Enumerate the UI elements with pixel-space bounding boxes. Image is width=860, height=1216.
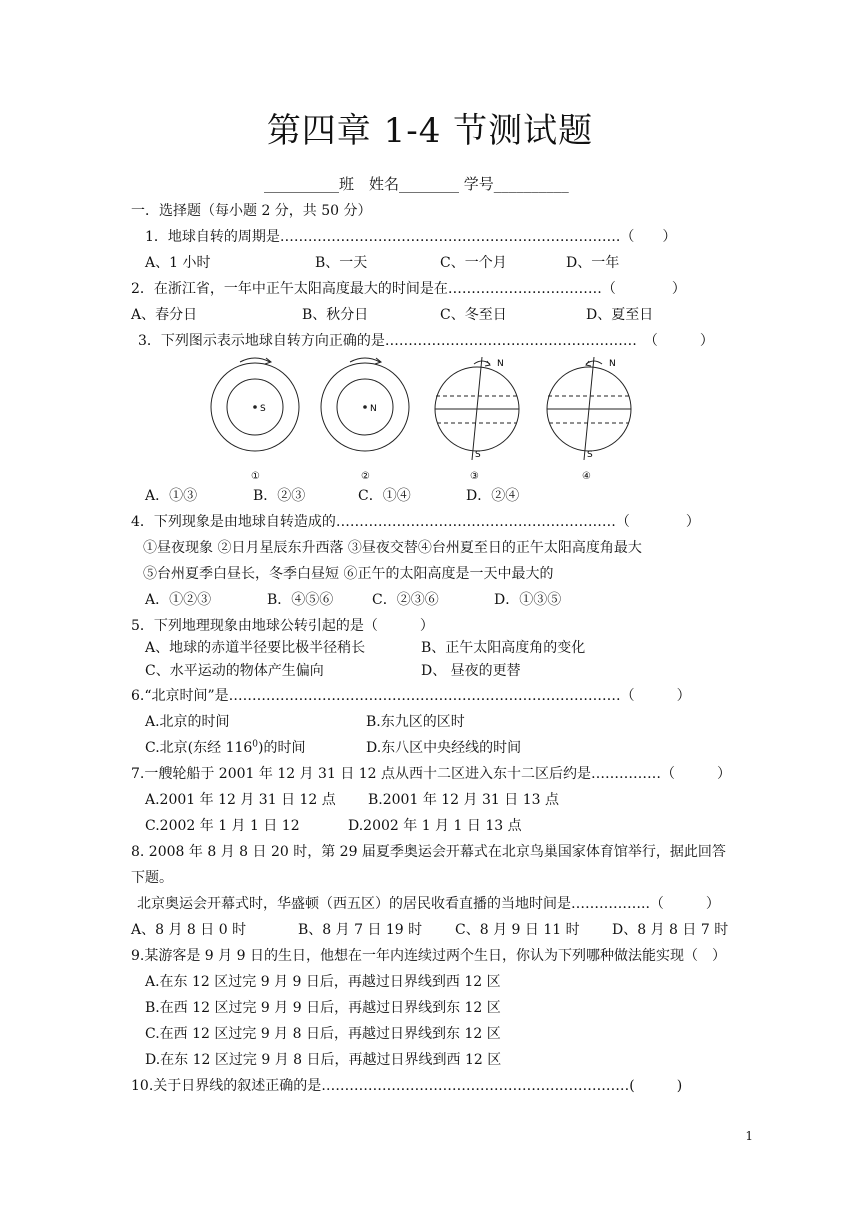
question-6: 6.“北京时间”是…………………………………………………………………………（ ） xyxy=(131,688,691,704)
q6-option-c-text: C.北京(东经 116 xyxy=(145,740,253,756)
q5-option-c: C、水平运动的物体产生偏向 xyxy=(145,663,324,679)
question-5: 5．下列地理现象由地球公转引起的是（ ） xyxy=(131,618,434,634)
q9-option-b: B.在西 12 区过完 9 月 9 日后，再越过日界线到东 12 区 xyxy=(145,1000,501,1016)
earth-rotation-figure xyxy=(200,352,640,487)
q8-option-d: D、8 月 8 日 7 时 xyxy=(612,922,729,938)
q6-option-c-suffix: )的时间 xyxy=(258,740,306,756)
page-title: 第四章 1-4 节测试题 xyxy=(266,111,594,151)
q6-option-b: B.东九区的区时 xyxy=(366,714,465,730)
question-2: 2．在浙江省，一年中正午太阳高度最大的时间是在……………………………（ ） xyxy=(131,281,686,297)
q3-option-b: B．②③ xyxy=(253,488,306,504)
q2-option-a: A、春分日 xyxy=(131,307,198,323)
section-heading: 一．选择题（每小题 2 分，共 50 分） xyxy=(131,203,372,219)
q8-option-a: A、8 月 8 日 0 时 xyxy=(131,922,247,938)
question-8: 8. 2008 年 8 月 8 日 20 时，第 29 届夏季奥运会开幕式在北京鸟巢国家体育馆举行，据此回答 xyxy=(131,844,726,860)
q1-option-a: A、1 小时 xyxy=(145,255,211,271)
figure-1 xyxy=(211,358,299,451)
fig4-north-label: N xyxy=(609,359,616,369)
q6-option-c xyxy=(145,739,306,757)
q7-option-b: B.2001 年 12 月 31 日 13 点 xyxy=(368,792,559,808)
fig3-south-label: S xyxy=(475,450,481,460)
figure-4 xyxy=(547,357,631,460)
q9-option-a: A.在东 12 区过完 9 月 9 日后，再越过日界线到西 12 区 xyxy=(145,974,501,990)
q2-option-d: D、夏至日 xyxy=(586,307,654,323)
q3-option-d: D．②④ xyxy=(466,488,520,504)
q7-option-a: A.2001 年 12 月 31 日 12 点 xyxy=(145,792,336,808)
q7-option-d: D.2002 年 1 月 1 日 13 点 xyxy=(348,818,522,834)
q8-option-c: C、8 月 9 日 11 时 xyxy=(455,922,580,938)
q3-option-c: C．①④ xyxy=(358,488,411,504)
fig1-label: ① xyxy=(251,471,260,482)
question-8-cont: 下题。 xyxy=(131,870,173,886)
q5-option-b: B、正午太阳高度角的变化 xyxy=(421,640,586,656)
q4-statements-2: ⑤台州夏季白昼长，冬季白昼短 ⑥正午的太阳高度是一天中最大的 xyxy=(143,566,554,582)
q6-option-d: D.东八区中央经线的时间 xyxy=(366,740,522,756)
fig3-label: ③ xyxy=(470,471,479,482)
fig4-south-label: S xyxy=(587,450,593,460)
q5-option-a: A、地球的赤道半径要比极半径稍长 xyxy=(145,640,366,656)
figure-2 xyxy=(321,358,409,451)
q5-option-d: D、 昼夜的更替 xyxy=(421,663,521,679)
question-9: 9.某游客是 9 月 9 日的生日，他想在一年内连续过两个生日，你认为下列哪种做法能实现（ ） xyxy=(131,948,726,964)
page-number: 1 xyxy=(745,1129,753,1143)
q7-option-c: C.2002 年 1 月 1 日 12 xyxy=(145,818,300,834)
q4-option-b: B．④⑤⑥ xyxy=(267,592,334,608)
figure-3 xyxy=(435,357,519,460)
q1-option-d: D、一年 xyxy=(566,255,620,271)
q4-statements-1: ①昼夜现象 ②日月星辰东升西落 ③昼夜交替④台州夏至日的正午太阳高度角最大 xyxy=(143,540,642,556)
degree-mark: 0 xyxy=(252,739,259,750)
question-10: 10.关于日界线的叙述正确的是…………………………………………………………( ) xyxy=(131,1078,683,1094)
question-3: 3．下列图示表示地球自转方向正确的是……………………………………………… （ ） xyxy=(138,333,714,349)
fig3-north-label: N xyxy=(497,359,504,369)
question-4: 4．下列现象是由地球自转造成的……………………………………………………（ ） xyxy=(131,514,700,530)
fig1-pole-label: S xyxy=(260,404,266,414)
fig2-label: ② xyxy=(361,471,370,482)
question-7: 7.一艘轮船于 2001 年 12 月 31 日 12 点从西十二区进入东十二区后约是……………（ ） xyxy=(131,766,732,782)
q1-option-b: B、一天 xyxy=(315,255,368,271)
q1-option-c: C、一个月 xyxy=(440,255,507,271)
q3-option-a: A．①③ xyxy=(145,488,198,504)
q2-option-b: B、秋分日 xyxy=(302,307,369,323)
fig4-label: ④ xyxy=(582,471,591,482)
fig2-pole-label: N xyxy=(370,404,377,414)
q9-option-d: D.在东 12 区过完 9 月 8 日后，再越过日界线到西 12 区 xyxy=(145,1052,502,1068)
q6-option-a: A.北京的时间 xyxy=(145,714,230,730)
q4-option-c: C．②③⑥ xyxy=(372,592,439,608)
q4-option-a: A．①②③ xyxy=(145,592,212,608)
q9-option-c: C.在西 12 区过完 9 月 8 日后，再越过日界线到东 12 区 xyxy=(145,1026,501,1042)
q4-option-d: D．①③⑤ xyxy=(494,592,562,608)
q8-option-b: B、8 月 7 日 19 时 xyxy=(298,922,423,938)
q2-option-c: C、冬至日 xyxy=(440,307,507,323)
question-8-sub: 北京奥运会开幕式时，华盛顿（西五区）的居民收看直播的当地时间是……………..（ ） xyxy=(137,896,720,912)
question-1: 1．地球自转的周期是……………………………………………………………….（ ） xyxy=(145,229,677,245)
student-info-line: __________班 姓名________ 学号__________ xyxy=(264,175,569,193)
